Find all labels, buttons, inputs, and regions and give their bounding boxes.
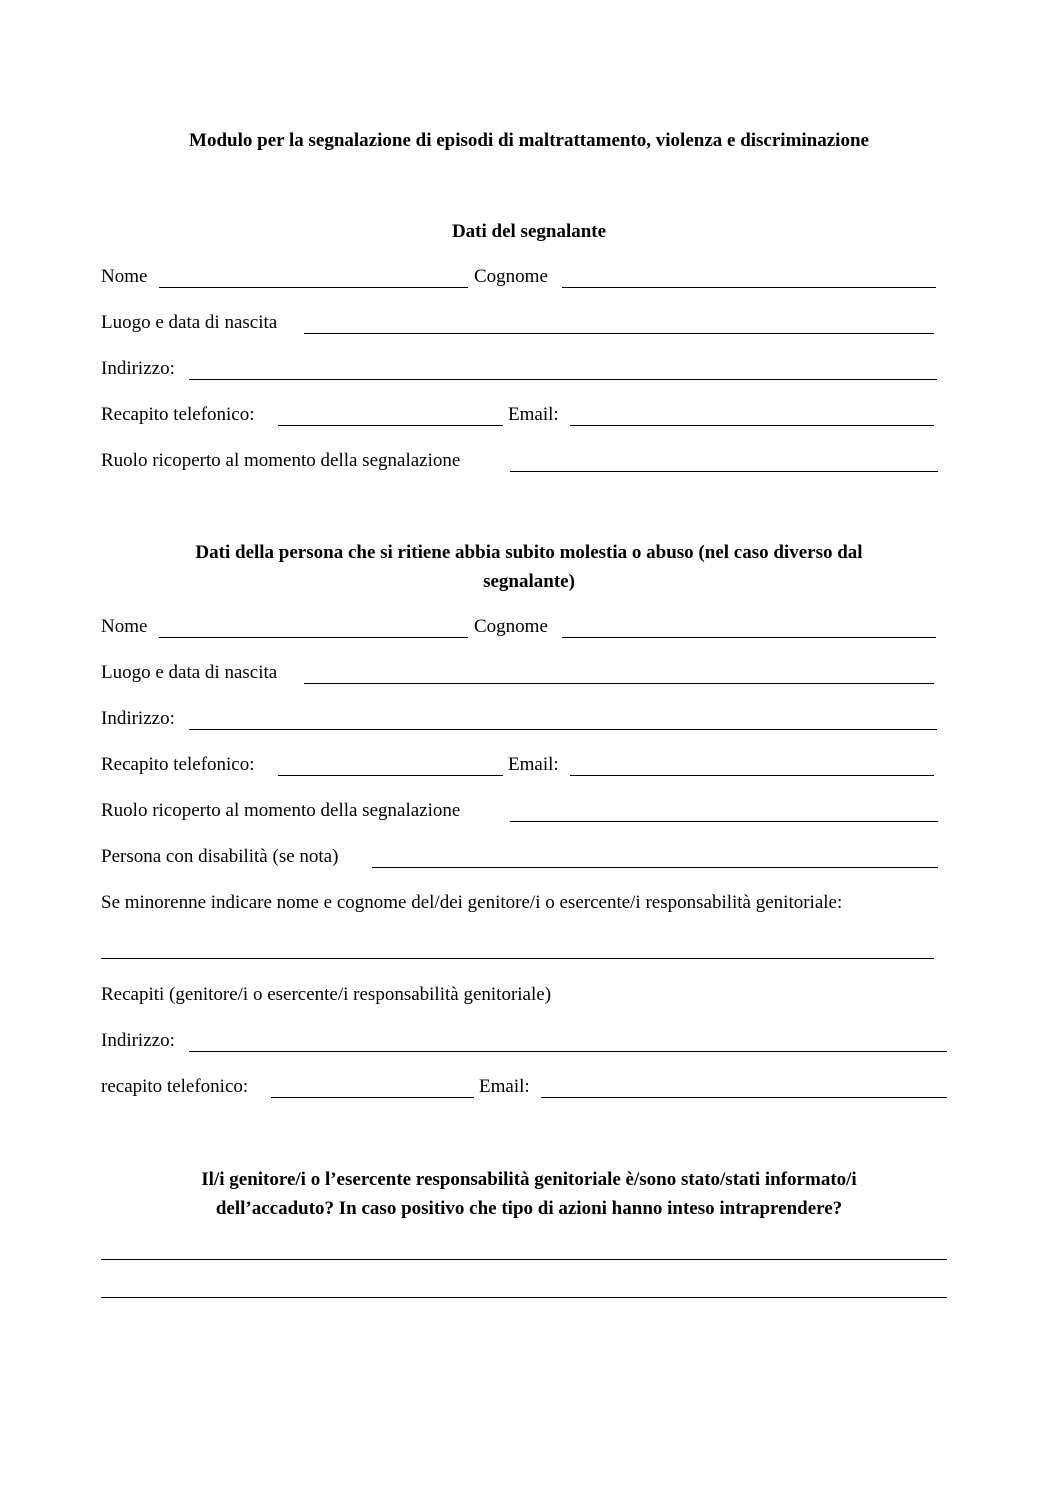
victim-email-field[interactable] (570, 775, 934, 776)
victim-ruolo-label: Ruolo ricoperto al momento della segnalazione (101, 800, 461, 821)
parent-indirizzo-label: Indirizzo: (101, 1030, 175, 1051)
victim-disabilita-field[interactable] (372, 867, 938, 868)
victim-minorenne-label: Se minorenne indicare nome e cognome del/dei genitore/i o esercente/i responsabilità genitoriale: (101, 892, 843, 913)
reporter-luogo-data-field[interactable] (304, 333, 934, 334)
victim-cognome-label: Cognome (474, 616, 548, 637)
victim-luogo-data-field[interactable] (304, 683, 934, 684)
parents-question-line2: dell’accaduto? In caso positivo che tipo di azioni hanno inteso intraprendere? (215, 1198, 843, 1219)
victim-ruolo-field[interactable] (510, 821, 938, 822)
parents-question-line1: Il/i genitore/i o l’esercente responsabilità genitoriale è/sono stato/stati informato/i (201, 1169, 857, 1190)
victim-recapiti-label: Recapiti (genitore/i o esercente/i responsabilità genitoriale) (101, 984, 552, 1005)
parent-telefono-label: recapito telefonico: (101, 1076, 249, 1097)
victim-luogo-data-label: Luogo e data di nascita (101, 662, 278, 683)
victim-section-heading-line2: segnalante) (483, 571, 575, 592)
reporter-indirizzo-label: Indirizzo: (101, 358, 175, 379)
victim-telefono-label: Recapito telefonico: (101, 754, 255, 775)
victim-nome-field[interactable] (159, 637, 468, 638)
reporter-ruolo-label: Ruolo ricoperto al momento della segnalazione (101, 450, 461, 471)
reporter-cognome-field[interactable] (562, 287, 936, 288)
reporter-nome-label: Nome (101, 266, 148, 287)
parent-email-field[interactable] (541, 1097, 947, 1098)
victim-minorenne-field[interactable] (101, 958, 934, 959)
victim-indirizzo-label: Indirizzo: (101, 708, 175, 729)
victim-email-label: Email: (508, 754, 559, 775)
parents-answer-line-1[interactable] (101, 1259, 947, 1260)
victim-disabilita-label: Persona con disabilità (se nota) (101, 846, 339, 867)
reporter-email-field[interactable] (570, 425, 934, 426)
parent-telefono-field[interactable] (271, 1097, 474, 1098)
form-title: Modulo per la segnalazione di episodi di maltrattamento, violenza e discriminazione (189, 130, 869, 151)
reporter-cognome-label: Cognome (474, 266, 548, 287)
victim-section-heading-line1: Dati della persona che si ritiene abbia subito molestia o abuso (nel caso diverso dal (195, 542, 863, 563)
reporter-telefono-field[interactable] (278, 425, 503, 426)
victim-indirizzo-field[interactable] (189, 729, 937, 730)
parents-answer-line-2[interactable] (101, 1297, 947, 1298)
reporter-section-heading: Dati del segnalante (451, 221, 607, 242)
parent-indirizzo-field[interactable] (189, 1051, 947, 1052)
victim-telefono-field[interactable] (278, 775, 503, 776)
reporter-nome-field[interactable] (159, 287, 468, 288)
reporter-ruolo-field[interactable] (510, 471, 938, 472)
reporter-indirizzo-field[interactable] (189, 379, 937, 380)
victim-nome-label: Nome (101, 616, 148, 637)
parent-email-label: Email: (479, 1076, 530, 1097)
reporter-email-label: Email: (508, 404, 559, 425)
reporter-telefono-label: Recapito telefonico: (101, 404, 255, 425)
reporter-luogo-data-label: Luogo e data di nascita (101, 312, 278, 333)
victim-cognome-field[interactable] (562, 637, 936, 638)
